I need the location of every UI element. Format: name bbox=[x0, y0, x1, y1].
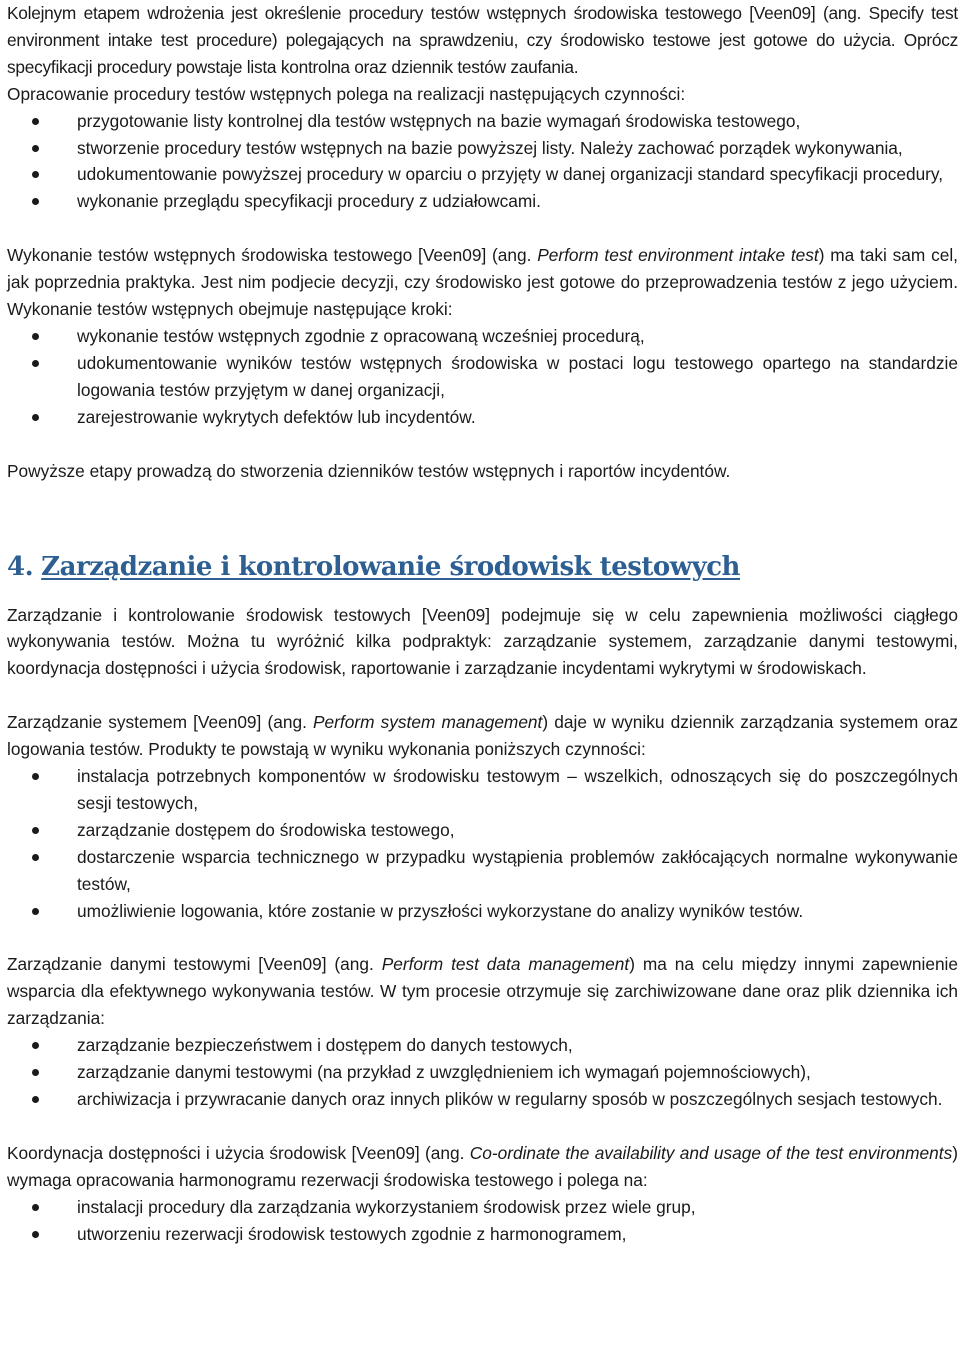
list-item-text: zarządzanie dostępem do środowiska testowego, bbox=[77, 819, 455, 840]
bullet-icon bbox=[32, 1069, 39, 1076]
system-management-list bbox=[7, 763, 958, 924]
list-item-text: stworzenie procedury testów wstępnych na bazie powyższej listy. Należy zachować porządek wykonywania, bbox=[77, 137, 903, 158]
intake-test-paragraph bbox=[7, 242, 958, 323]
paragraph-spacer bbox=[7, 215, 958, 242]
bullet-icon bbox=[32, 773, 39, 780]
bullet-icon bbox=[32, 1204, 39, 1211]
system-management-paragraph bbox=[7, 709, 958, 763]
english-term: Co-ordinate the availability and usage of the test environments bbox=[469, 1142, 953, 1163]
bullet-icon bbox=[32, 333, 39, 340]
list-item-text: zarządzanie bezpieczeństwem i dostępem do danych testowych, bbox=[77, 1035, 573, 1056]
bullet-icon bbox=[32, 145, 39, 152]
list-item bbox=[7, 1194, 958, 1221]
bullet-icon bbox=[32, 171, 39, 178]
text-run: ) ma taki sam cel, jak poprzednia praktyka. Jest nim podjecie decyzji, czy środowisko jest gotowe do przeprowadzenia testów z jego użyciem. Wykonanie testów wstępnych obejmuje następujące kroki: bbox=[7, 245, 958, 320]
list-item bbox=[7, 323, 958, 350]
intake-procedure-lead: Opracowanie procedury testów wstępnych polega na realizacji następujących czynności: bbox=[7, 83, 686, 104]
list-item bbox=[7, 1032, 958, 1059]
list-item bbox=[7, 817, 958, 844]
list-item-text: umożliwienie logowania, które zostanie w przyszłości wykorzystane do analizy wyników testów. bbox=[77, 900, 804, 921]
list-item bbox=[7, 108, 958, 135]
list-item-text: archiwizacja i przywracanie danych oraz innych plików w regularny sposób w poszczególnych sesjach testowych. bbox=[77, 1089, 943, 1109]
text-run: Zarządzanie danymi testowymi [Veen09] (ang. bbox=[7, 954, 382, 975]
heading-title: Zarządzanie i kontrolowanie środowisk testowych bbox=[41, 551, 740, 582]
section-heading bbox=[7, 552, 958, 582]
list-item bbox=[7, 844, 958, 898]
list-item bbox=[7, 763, 958, 817]
intake-test-list bbox=[7, 323, 958, 431]
bullet-icon bbox=[32, 1231, 39, 1238]
text-run: Zarządzanie systemem [Veen09] (ang. bbox=[7, 712, 314, 733]
intake-summary: Powyższe etapy prowadzą do stworzenia dzienników testów wstępnych i raportów incydentów. bbox=[7, 460, 731, 481]
paragraph-spacer bbox=[7, 924, 958, 951]
data-management-paragraph bbox=[7, 951, 958, 1032]
heading-number: 4. bbox=[7, 551, 34, 582]
list-item bbox=[7, 350, 958, 404]
list-item bbox=[7, 188, 958, 215]
document-page bbox=[7, 0, 958, 1362]
list-item bbox=[7, 1086, 958, 1113]
section-spacer bbox=[7, 485, 958, 552]
list-item-text: udokumentowanie wyników testów wstępnych środowiska w postaci logu testowego opartego na standardzie logowania testów przyjętym w danej organizacji, bbox=[77, 352, 958, 400]
list-item bbox=[7, 1059, 958, 1086]
text-run: ) wymaga opracowania harmonogramu rezerwacji środowiska testowego i polega na: bbox=[7, 1142, 958, 1190]
list-item-text: zarządzanie danymi testowymi (na przykład z uwzględnieniem ich wymagań pojemnościowych), bbox=[77, 1062, 811, 1083]
heading-spacer bbox=[7, 582, 958, 602]
bullet-icon bbox=[32, 854, 39, 861]
text-run: ) ma na celu między innymi zapewnienie wsparcia dla efektywnego wykonywania testów. W tym procesie otrzymuje się zarchiwizowane dane oraz plik dziennika ich zarządzania: bbox=[7, 954, 959, 1029]
bullet-icon bbox=[32, 118, 39, 125]
bullet-icon bbox=[32, 1096, 39, 1103]
bullet-icon bbox=[32, 908, 39, 915]
english-term: Perform test environment intake test bbox=[537, 245, 819, 266]
coordination-list bbox=[7, 1194, 958, 1248]
list-item-text: instalacja potrzebnych komponentów w środowisku testowym – wszelkich, odnoszących się do poszczególnych sesji testowych, bbox=[77, 766, 958, 813]
text-run: Koordynacja dostępności i użycia środowisk [Veen09] (ang. bbox=[7, 1142, 470, 1163]
list-item-text: zarejestrowanie wykrytych defektów lub incydentów. bbox=[77, 406, 476, 427]
english-term: Perform test data management bbox=[381, 954, 630, 975]
bullet-icon bbox=[32, 414, 39, 421]
paragraph-spacer bbox=[7, 1113, 958, 1140]
list-item-text: przygotowanie listy kontrolnej dla testów wstępnych na bazie wymagań środowiska testowego, bbox=[77, 110, 801, 131]
list-item-text: wykonanie testów wstępnych zgodnie z opracowaną wcześniej procedurą, bbox=[77, 325, 645, 346]
list-item-text: wykonanie przeglądu specyfikacji procedury z udziałowcami. bbox=[77, 191, 541, 212]
coordination-paragraph bbox=[7, 1140, 958, 1194]
management-intro: Zarządzanie i kontrolowanie środowisk testowych [Veen09] podejmuje się w celu zapewnienia możliwości ciągłego wykonywania testów. Można tu wyróżnić kilka podpraktyk: zarządzanie systemem, zarządzanie danymi testowymi, koordynacja dostępności i użycia środowisk, raportowanie i zarządzanie incydentami wykrytymi w środowiskach. bbox=[7, 604, 958, 679]
bullet-icon bbox=[32, 360, 39, 367]
intake-procedure-intro: Kolejnym etapem wdrożenia jest określenie procedury testów wstępnych środowiska testowego [Veen09] (ang. Specify test environment intake test procedure) polegających na sprawdzeniu, czy środowisko testowe jest gotowe do użycia. Oprócz specyfikacji procedury powstaje lista kontrolna oraz dziennik testów zaufania. bbox=[7, 3, 958, 77]
list-item bbox=[7, 161, 958, 188]
list-item bbox=[7, 898, 958, 925]
english-term: Perform system management bbox=[313, 712, 543, 733]
intake-procedure-list bbox=[7, 108, 958, 216]
bullet-icon bbox=[32, 1042, 39, 1049]
paragraph-spacer bbox=[7, 682, 958, 709]
list-item-text: udokumentowanie powyższej procedury w oparciu o przyjęty w danej organizacji standard specyfikacji procedury, bbox=[77, 164, 944, 185]
list-item-text: utworzeniu rezerwacji środowisk testowych zgodnie z harmonogramem, bbox=[77, 1223, 627, 1244]
list-item bbox=[7, 1221, 958, 1248]
paragraph-spacer bbox=[7, 431, 958, 458]
list-item-text: instalacji procedury dla zarządzania wykorzystaniem środowisk przez wiele grup, bbox=[77, 1196, 696, 1217]
list-item bbox=[7, 135, 958, 162]
bullet-icon bbox=[32, 827, 39, 834]
data-management-list bbox=[7, 1032, 958, 1113]
text-run: Wykonanie testów wstępnych środowiska testowego [Veen09] (ang. bbox=[7, 245, 538, 266]
list-item-text: dostarczenie wsparcia technicznego w przypadku wystąpienia problemów zakłócających normalne wykonywanie testów, bbox=[77, 846, 958, 894]
bullet-icon bbox=[32, 198, 39, 205]
list-item bbox=[7, 404, 958, 431]
text-run: ) daje w wyniku dziennik zarządzania systemem oraz logowania testów. Produkty te powstają w wyniku wykonania poniższych czynności: bbox=[7, 712, 959, 760]
